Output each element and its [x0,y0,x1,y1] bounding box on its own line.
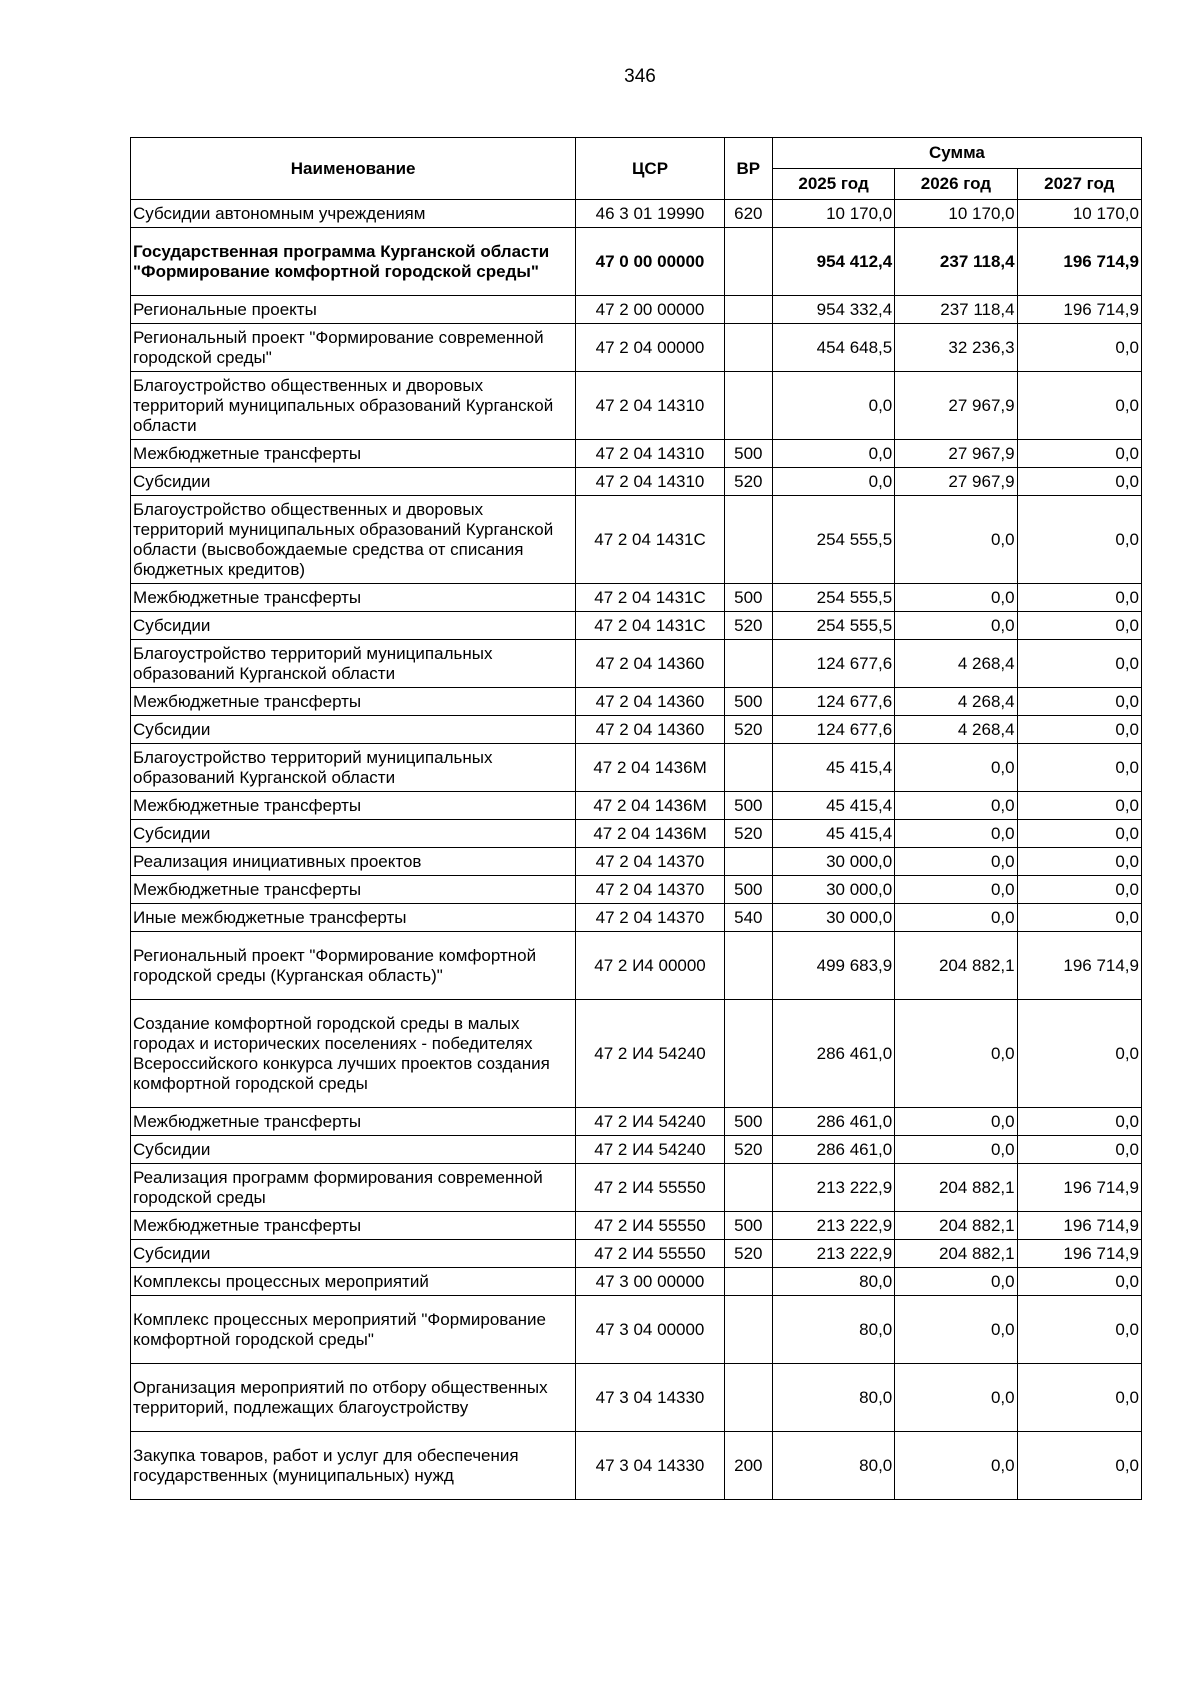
row-value-2026: 0,0 [895,876,1017,904]
row-value-2027: 0,0 [1017,1000,1141,1108]
row-csr: 47 2 04 14370 [576,876,724,904]
row-vr: 520 [724,612,772,640]
table-row [131,296,1142,324]
table-row [131,1296,1142,1364]
row-name: Субсидии [131,468,576,496]
row-value-2027: 0,0 [1017,792,1141,820]
row-name: Иные межбюджетные трансферты [131,904,576,932]
row-vr: 520 [724,1240,772,1268]
row-name: Межбюджетные трансферты [131,440,576,468]
row-vr: 620 [724,200,772,228]
row-csr: 47 2 04 1431С [576,584,724,612]
table-row [131,440,1142,468]
row-value-2026: 27 967,9 [895,440,1017,468]
row-value-2027: 196 714,9 [1017,296,1141,324]
row-vr: 500 [724,440,772,468]
row-value-2026: 0,0 [895,744,1017,792]
row-value-2027: 196 714,9 [1017,228,1141,296]
row-value-2025: 45 415,4 [772,744,894,792]
table-row [131,228,1142,296]
row-csr: 46 3 01 19990 [576,200,724,228]
row-value-2026: 32 236,3 [895,324,1017,372]
row-vr: 540 [724,904,772,932]
row-csr: 47 2 04 1431С [576,496,724,584]
table-row [131,848,1142,876]
row-vr [724,1164,772,1212]
header-csr: ЦСР [576,138,724,200]
row-value-2027: 0,0 [1017,612,1141,640]
row-csr: 47 2 04 14370 [576,904,724,932]
row-name: Организация мероприятий по отбору общественных территорий, подлежащих благоустройству [131,1364,576,1432]
row-value-2026: 0,0 [895,584,1017,612]
row-value-2025: 0,0 [772,372,894,440]
table-row [131,744,1142,792]
row-value-2025: 0,0 [772,468,894,496]
row-name: Субсидии [131,1136,576,1164]
row-value-2026: 0,0 [895,1136,1017,1164]
row-name: Субсидии [131,820,576,848]
row-value-2026: 0,0 [895,1268,1017,1296]
row-name: Субсидии автономным учреждениям [131,200,576,228]
table-row [131,324,1142,372]
row-csr: 47 2 И4 54240 [576,1000,724,1108]
row-value-2025: 124 677,6 [772,688,894,716]
row-value-2027: 0,0 [1017,468,1141,496]
row-value-2025: 286 461,0 [772,1136,894,1164]
row-name: Благоустройство общественных и дворовых территорий муниципальных образований Курганской области [131,372,576,440]
row-name: Комплексы процессных мероприятий [131,1268,576,1296]
row-value-2025: 213 222,9 [772,1240,894,1268]
row-vr: 500 [724,584,772,612]
row-value-2026: 0,0 [895,848,1017,876]
row-name: Региональный проект "Формирование комфортной городской среды (Курганская область)" [131,932,576,1000]
row-csr: 47 2 04 1436М [576,744,724,792]
row-value-2027: 0,0 [1017,640,1141,688]
row-value-2027: 196 714,9 [1017,932,1141,1000]
row-csr: 47 2 04 14310 [576,372,724,440]
row-value-2026: 0,0 [895,1296,1017,1364]
row-vr: 500 [724,688,772,716]
table-row [131,496,1142,584]
row-name: Субсидии [131,612,576,640]
row-vr: 520 [724,468,772,496]
row-value-2025: 30 000,0 [772,876,894,904]
row-value-2025: 80,0 [772,1364,894,1432]
header-name: Наименование [131,138,576,200]
row-name: Региональный проект "Формирование современной городской среды" [131,324,576,372]
row-value-2025: 213 222,9 [772,1212,894,1240]
row-csr: 47 2 04 1436М [576,792,724,820]
row-csr: 47 2 И4 55550 [576,1164,724,1212]
row-value-2026: 0,0 [895,792,1017,820]
row-csr: 47 0 00 00000 [576,228,724,296]
row-value-2025: 30 000,0 [772,848,894,876]
header-year-2027: 2027 год [1017,169,1141,200]
row-csr: 47 2 04 14360 [576,688,724,716]
row-vr: 500 [724,1108,772,1136]
row-value-2027: 0,0 [1017,1364,1141,1432]
row-vr [724,324,772,372]
row-value-2027: 0,0 [1017,1108,1141,1136]
table-row [131,876,1142,904]
table-row [131,932,1142,1000]
table-row [131,200,1142,228]
row-value-2025: 124 677,6 [772,716,894,744]
row-value-2025: 499 683,9 [772,932,894,1000]
row-value-2026: 0,0 [895,820,1017,848]
row-csr: 47 3 00 00000 [576,1268,724,1296]
row-name: Комплекс процессных мероприятий "Формирование комфортной городской среды" [131,1296,576,1364]
row-value-2026: 4 268,4 [895,716,1017,744]
table-row [131,716,1142,744]
row-name: Субсидии [131,1240,576,1268]
budget-table [130,137,1142,1500]
row-csr: 47 2 04 14360 [576,716,724,744]
row-vr [724,372,772,440]
row-name: Межбюджетные трансферты [131,1108,576,1136]
row-csr: 47 3 04 14330 [576,1364,724,1432]
row-value-2025: 45 415,4 [772,792,894,820]
row-name: Благоустройство территорий муниципальных образований Курганской области [131,640,576,688]
row-value-2027: 0,0 [1017,876,1141,904]
row-value-2027: 0,0 [1017,1136,1141,1164]
table-row [131,1212,1142,1240]
row-value-2026: 204 882,1 [895,1164,1017,1212]
table-row [131,372,1142,440]
row-value-2025: 954 332,4 [772,296,894,324]
row-value-2027: 0,0 [1017,744,1141,792]
row-vr [724,296,772,324]
row-csr: 47 2 04 14310 [576,440,724,468]
table-row [131,1240,1142,1268]
row-name: Создание комфортной городской среды в малых городах и исторических поселениях - победителях Всероссийского конкурса лучших проектов создания комфортной городской среды [131,1000,576,1108]
table-row [131,1000,1142,1108]
row-value-2027: 0,0 [1017,716,1141,744]
row-name: Межбюджетные трансферты [131,584,576,612]
row-value-2025: 0,0 [772,440,894,468]
table-row [131,820,1142,848]
row-value-2026: 0,0 [895,1108,1017,1136]
row-value-2027: 10 170,0 [1017,200,1141,228]
row-vr [724,848,772,876]
table-row [131,1136,1142,1164]
row-value-2025: 286 461,0 [772,1000,894,1108]
row-value-2026: 204 882,1 [895,932,1017,1000]
row-csr: 47 2 И4 54240 [576,1136,724,1164]
row-value-2026: 10 170,0 [895,200,1017,228]
table-row [131,1268,1142,1296]
row-value-2027: 196 714,9 [1017,1212,1141,1240]
row-value-2026: 0,0 [895,904,1017,932]
row-value-2025: 454 648,5 [772,324,894,372]
row-value-2025: 254 555,5 [772,496,894,584]
row-value-2025: 80,0 [772,1296,894,1364]
row-value-2027: 0,0 [1017,324,1141,372]
row-csr: 47 2 И4 00000 [576,932,724,1000]
table-header [131,138,1142,200]
row-vr: 500 [724,1212,772,1240]
row-value-2027: 0,0 [1017,1296,1141,1364]
row-value-2026: 4 268,4 [895,640,1017,688]
row-vr: 520 [724,820,772,848]
row-vr [724,640,772,688]
row-csr: 47 2 И4 55550 [576,1212,724,1240]
table-row [131,468,1142,496]
row-value-2026: 237 118,4 [895,296,1017,324]
row-vr: 520 [724,1136,772,1164]
row-csr: 47 2 00 00000 [576,296,724,324]
row-name: Благоустройство общественных и дворовых территорий муниципальных образований Курганской области (высвобождаемые средства от списания бюджетных кредитов) [131,496,576,584]
row-value-2025: 213 222,9 [772,1164,894,1212]
row-value-2026: 4 268,4 [895,688,1017,716]
table-row [131,1108,1142,1136]
row-value-2026: 237 118,4 [895,228,1017,296]
row-name: Реализация программ формирования современной городской среды [131,1164,576,1212]
row-vr: 200 [724,1432,772,1500]
table-row [131,640,1142,688]
row-vr [724,1000,772,1108]
row-name: Благоустройство территорий муниципальных образований Курганской области [131,744,576,792]
row-name: Государственная программа Курганской области "Формирование комфортной городской среды" [131,228,576,296]
row-vr: 520 [724,716,772,744]
row-vr [724,496,772,584]
row-value-2027: 0,0 [1017,496,1141,584]
row-name: Закупка товаров, работ и услуг для обеспечения государственных (муниципальных) нужд [131,1432,576,1500]
row-vr [724,228,772,296]
row-value-2027: 196 714,9 [1017,1240,1141,1268]
row-value-2026: 27 967,9 [895,468,1017,496]
row-value-2027: 0,0 [1017,372,1141,440]
row-csr: 47 2 04 1436М [576,820,724,848]
row-value-2026: 204 882,1 [895,1212,1017,1240]
row-csr: 47 2 И4 54240 [576,1108,724,1136]
row-csr: 47 3 04 00000 [576,1296,724,1364]
row-name: Реализация инициативных проектов [131,848,576,876]
table-row [131,792,1142,820]
table-row [131,1164,1142,1212]
row-value-2025: 254 555,5 [772,612,894,640]
row-csr: 47 2 04 14310 [576,468,724,496]
row-value-2027: 0,0 [1017,848,1141,876]
row-value-2027: 0,0 [1017,1432,1141,1500]
row-vr [724,1296,772,1364]
table-row [131,1432,1142,1500]
row-name: Региональные проекты [131,296,576,324]
row-vr [724,932,772,1000]
row-value-2026: 204 882,1 [895,1240,1017,1268]
header-vr: ВР [724,138,772,200]
row-vr: 500 [724,876,772,904]
row-vr [724,1364,772,1432]
row-value-2025: 10 170,0 [772,200,894,228]
row-vr: 500 [724,792,772,820]
table-row [131,688,1142,716]
row-value-2027: 0,0 [1017,1268,1141,1296]
row-value-2027: 0,0 [1017,688,1141,716]
row-value-2026: 27 967,9 [895,372,1017,440]
row-value-2027: 196 714,9 [1017,1164,1141,1212]
row-value-2025: 80,0 [772,1432,894,1500]
row-name: Межбюджетные трансферты [131,1212,576,1240]
row-csr: 47 2 04 14370 [576,848,724,876]
row-value-2026: 0,0 [895,1432,1017,1500]
page-number: 346 [624,66,656,87]
table-row [131,1364,1142,1432]
row-vr [724,1268,772,1296]
row-name: Межбюджетные трансферты [131,688,576,716]
row-csr: 47 2 04 1431С [576,612,724,640]
row-csr: 47 2 04 14360 [576,640,724,688]
row-value-2025: 954 412,4 [772,228,894,296]
row-csr: 47 3 04 14330 [576,1432,724,1500]
row-value-2026: 0,0 [895,612,1017,640]
table-row [131,584,1142,612]
row-name: Межбюджетные трансферты [131,876,576,904]
header-year-2025: 2025 год [772,169,894,200]
row-csr: 47 2 04 00000 [576,324,724,372]
row-value-2027: 0,0 [1017,440,1141,468]
row-value-2027: 0,0 [1017,904,1141,932]
row-value-2025: 286 461,0 [772,1108,894,1136]
row-value-2026: 0,0 [895,1364,1017,1432]
table-row [131,904,1142,932]
row-name: Межбюджетные трансферты [131,792,576,820]
table-body [131,200,1142,1500]
row-vr [724,744,772,792]
row-value-2026: 0,0 [895,1000,1017,1108]
header-sum: Сумма [772,138,1141,169]
table-row [131,612,1142,640]
row-value-2025: 45 415,4 [772,820,894,848]
row-value-2027: 0,0 [1017,820,1141,848]
header-year-2026: 2026 год [895,169,1017,200]
row-csr: 47 2 И4 55550 [576,1240,724,1268]
row-value-2027: 0,0 [1017,584,1141,612]
row-name: Субсидии [131,716,576,744]
row-value-2025: 80,0 [772,1268,894,1296]
row-value-2025: 30 000,0 [772,904,894,932]
row-value-2025: 124 677,6 [772,640,894,688]
row-value-2026: 0,0 [895,496,1017,584]
row-value-2025: 254 555,5 [772,584,894,612]
